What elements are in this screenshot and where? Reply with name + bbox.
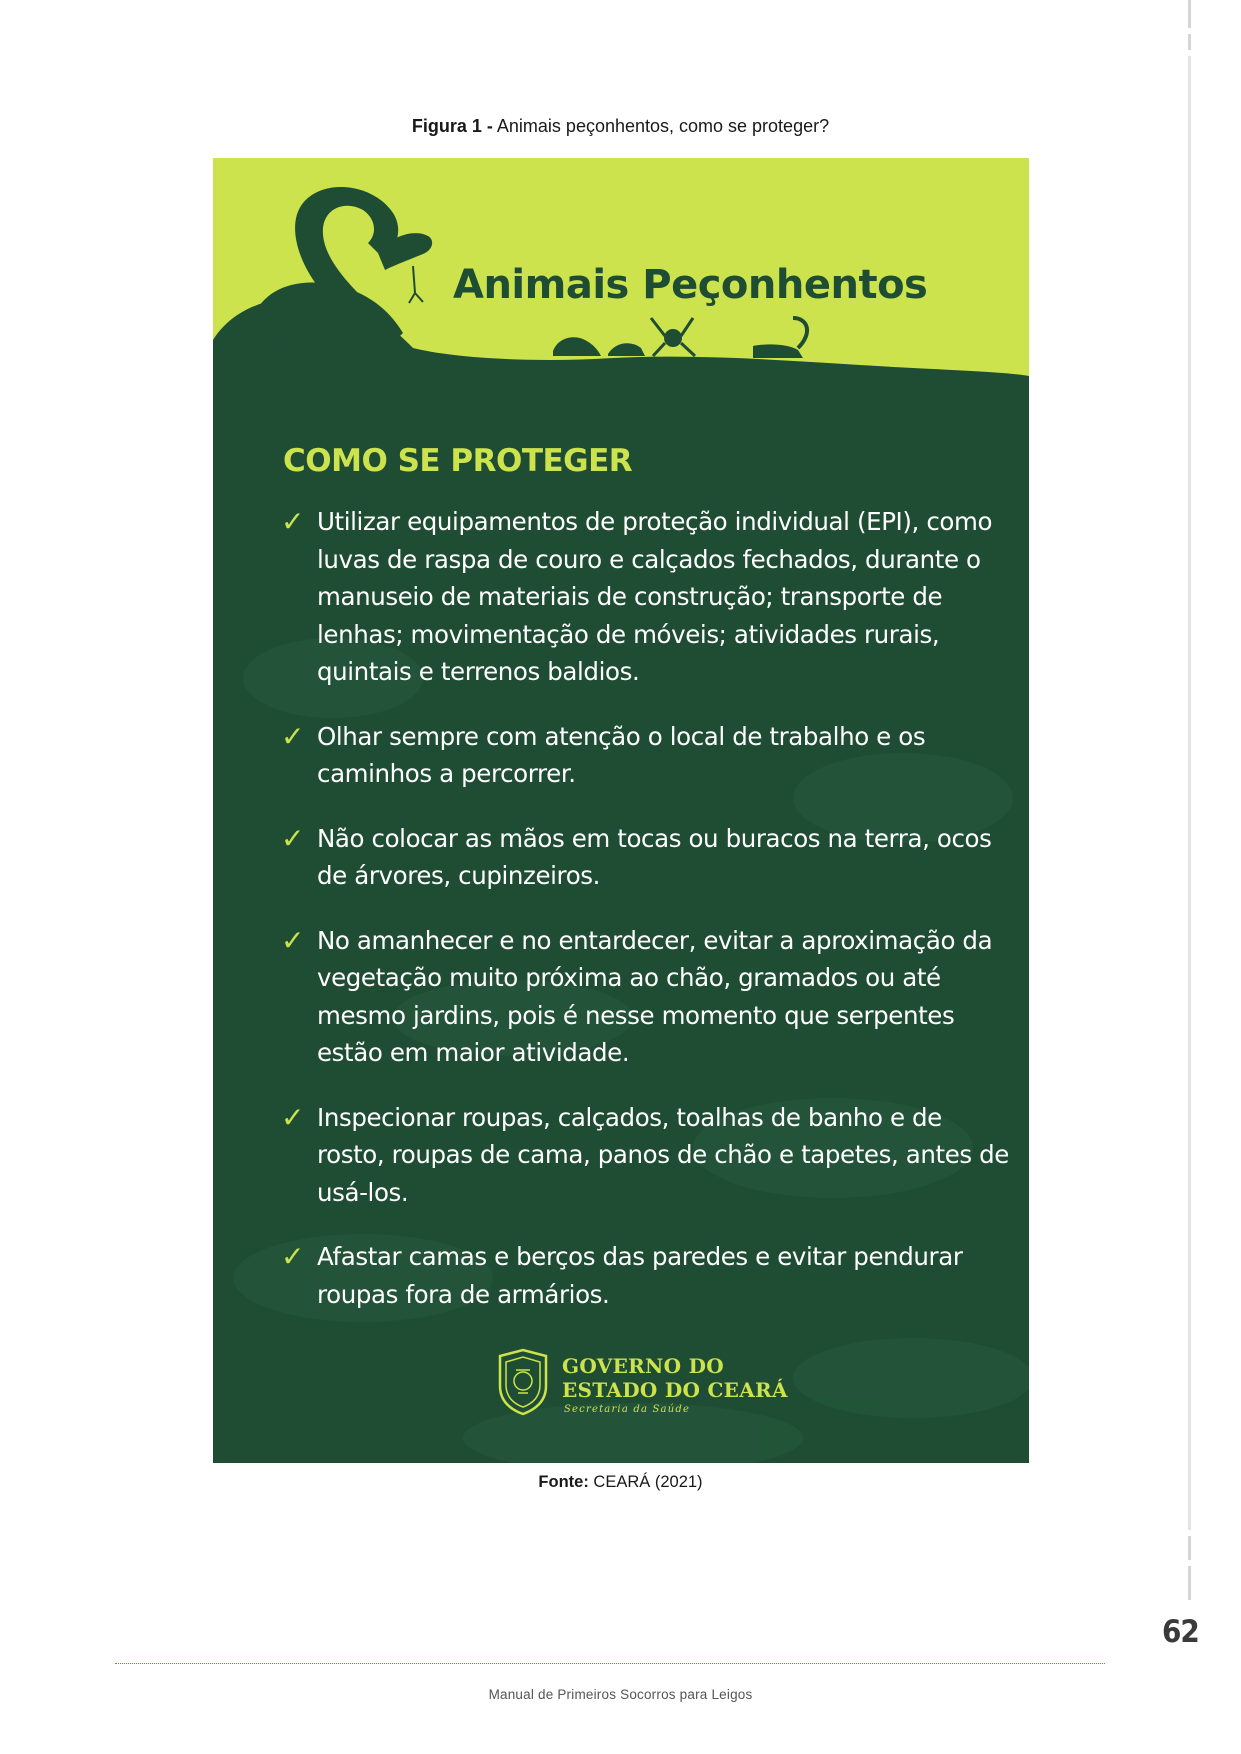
logo-line-1: GOVERNO DO xyxy=(562,1354,724,1378)
checkmark-icon: ✓ xyxy=(281,1100,305,1134)
government-logo xyxy=(496,1348,788,1423)
source-value: CEARÁ (2021) xyxy=(593,1473,703,1491)
list-item xyxy=(281,718,1011,793)
logo-line-3: Secretaria da Saúde xyxy=(564,1404,691,1415)
checkmark-icon: ✓ xyxy=(281,923,305,957)
list-item xyxy=(281,820,1011,895)
figure-caption xyxy=(0,116,1241,137)
coat-of-arms-icon xyxy=(496,1348,550,1416)
section-title: COMO SE PROTEGER xyxy=(283,443,633,479)
list-item xyxy=(281,922,1011,1072)
figure-caption-text: Animais peçonhentos, como se proteger? xyxy=(496,116,830,136)
checkmark-icon: ✓ xyxy=(281,1240,305,1273)
poster-image xyxy=(213,158,1029,1463)
tip-text: Não colocar as mãos em tocas ou buracos na terra, ocos de árvores, cupinzeiros. xyxy=(317,823,992,890)
list-item xyxy=(281,503,1011,691)
checkmark-icon: ✓ xyxy=(281,821,305,855)
checkmark-icon: ✓ xyxy=(281,505,305,538)
checkmark-icon: ✓ xyxy=(281,719,305,753)
tips-list xyxy=(281,503,1011,1340)
figure-source xyxy=(0,1473,1241,1492)
source-label: Fonte: xyxy=(538,1473,589,1491)
footer-divider xyxy=(115,1663,1105,1664)
tip-text: No amanhecer e no entardecer, evitar a aproximação da vegetação muito próxima ao chão, gramados ou até mesmo jardins, pois é nesse momento que serpentes estão em maior atividade. xyxy=(317,925,993,1067)
logo-line-2: ESTADO DO CEARÁ xyxy=(562,1378,788,1402)
figure-label: Figura 1 - xyxy=(411,116,493,136)
list-item xyxy=(281,1099,1011,1212)
tip-text: Afastar camas e berços das paredes e evitar pendurar roupas fora de armários. xyxy=(317,1242,963,1309)
tip-text: Utilizar equipamentos de proteção individual (EPI), como luvas de raspa de couro e calçados fechados, durante o manuseio de materiais de construção; transporte de lenhas; movimentação de móveis; atividades rurais, quintais e terrenos baldios. xyxy=(317,507,993,686)
tip-text: Olhar sempre com atenção o local de trabalho e os caminhos a percorrer. xyxy=(317,721,926,788)
margin-rule xyxy=(1188,0,1191,1600)
insects-icon xyxy=(553,318,807,358)
footer-title: Manual de Primeiros Socorros para Leigos xyxy=(488,1687,753,1702)
tip-text: Inspecionar roupas, calçados, toalhas de banho e de rosto, roupas de cama, panos de chão e tapetes, antes de usá-los. xyxy=(317,1102,1009,1207)
poster-title: Animais Peçonhentos xyxy=(453,262,928,308)
list-item xyxy=(281,1238,1011,1313)
page-number: 62 xyxy=(1162,1614,1199,1650)
